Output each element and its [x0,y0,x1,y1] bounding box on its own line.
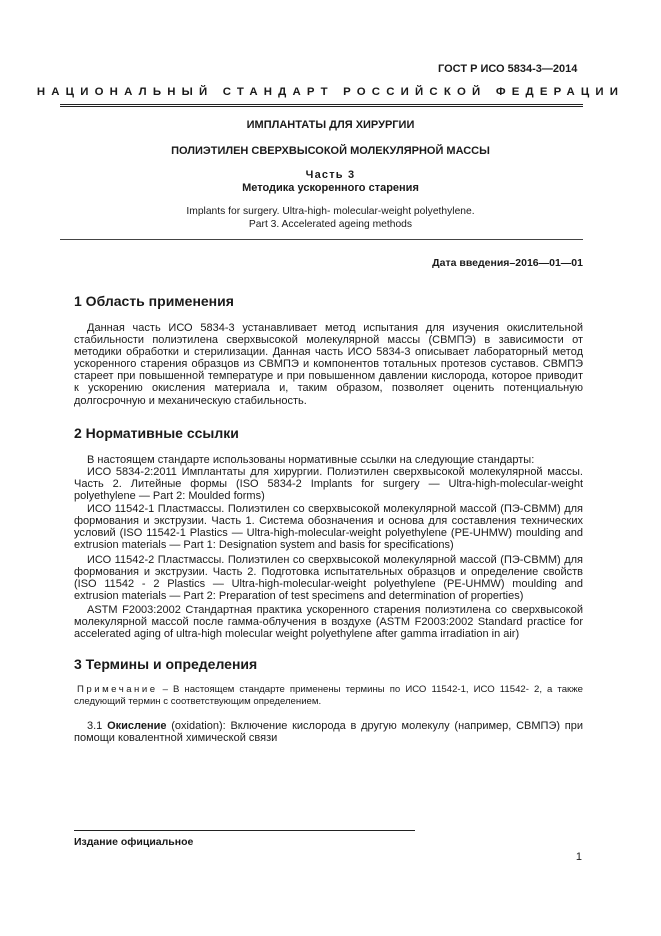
document-id: ГОСТ Р ИСО 5834-3—2014 [438,63,578,75]
intro-date: Дата введения–2016—01—01 [432,257,583,269]
page-number: 1 [575,851,582,863]
part-number: Часть 3 [305,169,356,181]
part-title: Методика ускоренного старения [242,182,419,194]
note-label: Примечание [77,684,158,695]
term-definition: (oxidation): Включение кислорода в другую молекулу (например, СВМПЭ) при помощи ковалентной химической связи [74,720,583,745]
section-1-heading: 1 Область применения [74,293,234,309]
reference-astm-f2003: ASTM F2003:2002 Стандартная практика ускоренного старения полиэтилена со сверхвысокой молекулярной массой после гамма-облучения в воздухе (ASTM F2003:2002 Standard practice for accelerated aging of ultra-high molecular weight polyethylene after gamma irradiation in air) [74,604,583,641]
header-rule-thin [60,106,583,107]
header-rule-thick [60,104,583,105]
title-line-1: ИМПЛАНТАТЫ ДЛЯ ХИРУРГИИ [246,119,415,131]
reference-iso-11542-1: ИСО 11542-1 Пластмассы. Полиэтилен со сверхвысокой молекулярной массой (ПЭ-СВММ) для формования и экструзии. Часть 1. Система обозначения и основа для составления технических условий (ISO 11542-1 Plastics — Ultra-high-molecular-weight polyethylene (PE-UHMW) moulding and extrusion materials — Part 1: Designation system and basis for specifications) [74,503,583,552]
english-title-line-1: Implants for surgery. Ultra-high- molecular-weight polyethylene. [186,206,475,217]
term-3-1 [74,720,583,744]
official-edition-label: Издание официальное [74,836,194,848]
section-2-heading: 2 Нормативные ссылки [74,425,239,441]
title-rule [60,239,583,240]
section-3-note [74,684,583,708]
title-line-2: ПОЛИЭТИЛЕН СВЕРХВЫСОКОЙ МОЛЕКУЛЯРНОЙ МАССЫ [171,145,490,157]
section-3-heading: 3 Термины и определения [74,656,258,672]
term-name: Окисление [107,720,167,732]
reference-iso-5834-2: ИСО 5834-2:2011 Имплантаты для хирургии. Полиэтилен сверхвысокой молекулярной массы. Часть 2. Литейные формы (ISO 5834-2 Implants for surgery — Ultra-high-molecular-weight polyethylene — Part 2: Moulded forms) [74,466,583,503]
national-standard-banner: НАЦИОНАЛЬНЫЙ СТАНДАРТ РОССИЙСКОЙ ФЕДЕРАЦИИ [36,86,625,98]
term-number: 3.1 [87,720,108,732]
section-2-intro: В настоящем стандарте использованы нормативные ссылки на следующие стандарты: [87,454,535,466]
section-1-text: Данная часть ИСО 5834-3 устанавливает метод испытания для изучения окислительной стабильности полиэтилена сверхвысокой молекулярной массы (СВМПЭ) в зависимости от методики обработки и стерилизации. Данная часть ИСО 5834-3 описывает лабораторный метод ускоренного старения образцов из СВМПЭ и компонентов тотальных протезов суставов. СВМПЭ стареет при повышенной температуре и при повышенном давлении кислорода, которое приводит к ускорению окисления материала и, таким образом, позволяет оценить потенциальную долгосрочную и механическую стабильность. [74,322,583,407]
english-title-line-2: Part 3. Accelerated ageing methods [248,219,413,230]
note-text: – В настоящем стандарте применены термины по ИСО 11542-1, ИСО 11542- 2, а также следующий термин с соответствующим определением. [74,684,583,707]
footer-rule [74,830,415,831]
reference-iso-11542-2: ИСО 11542-2 Пластмассы. Полиэтилен со сверхвысокой молекулярной массой (ПЭ-СВММ) для формования и экструзии. Часть 2. Подготовка испытательных образцов и определение свойств (ISO 11542 - 2 Plastics — Ultra-high-molecular-weight polyethylene (PE-UHMW) moulding and extrusion materials — Part 2: Preparation of test specimens and determination of properties) [74,554,583,603]
